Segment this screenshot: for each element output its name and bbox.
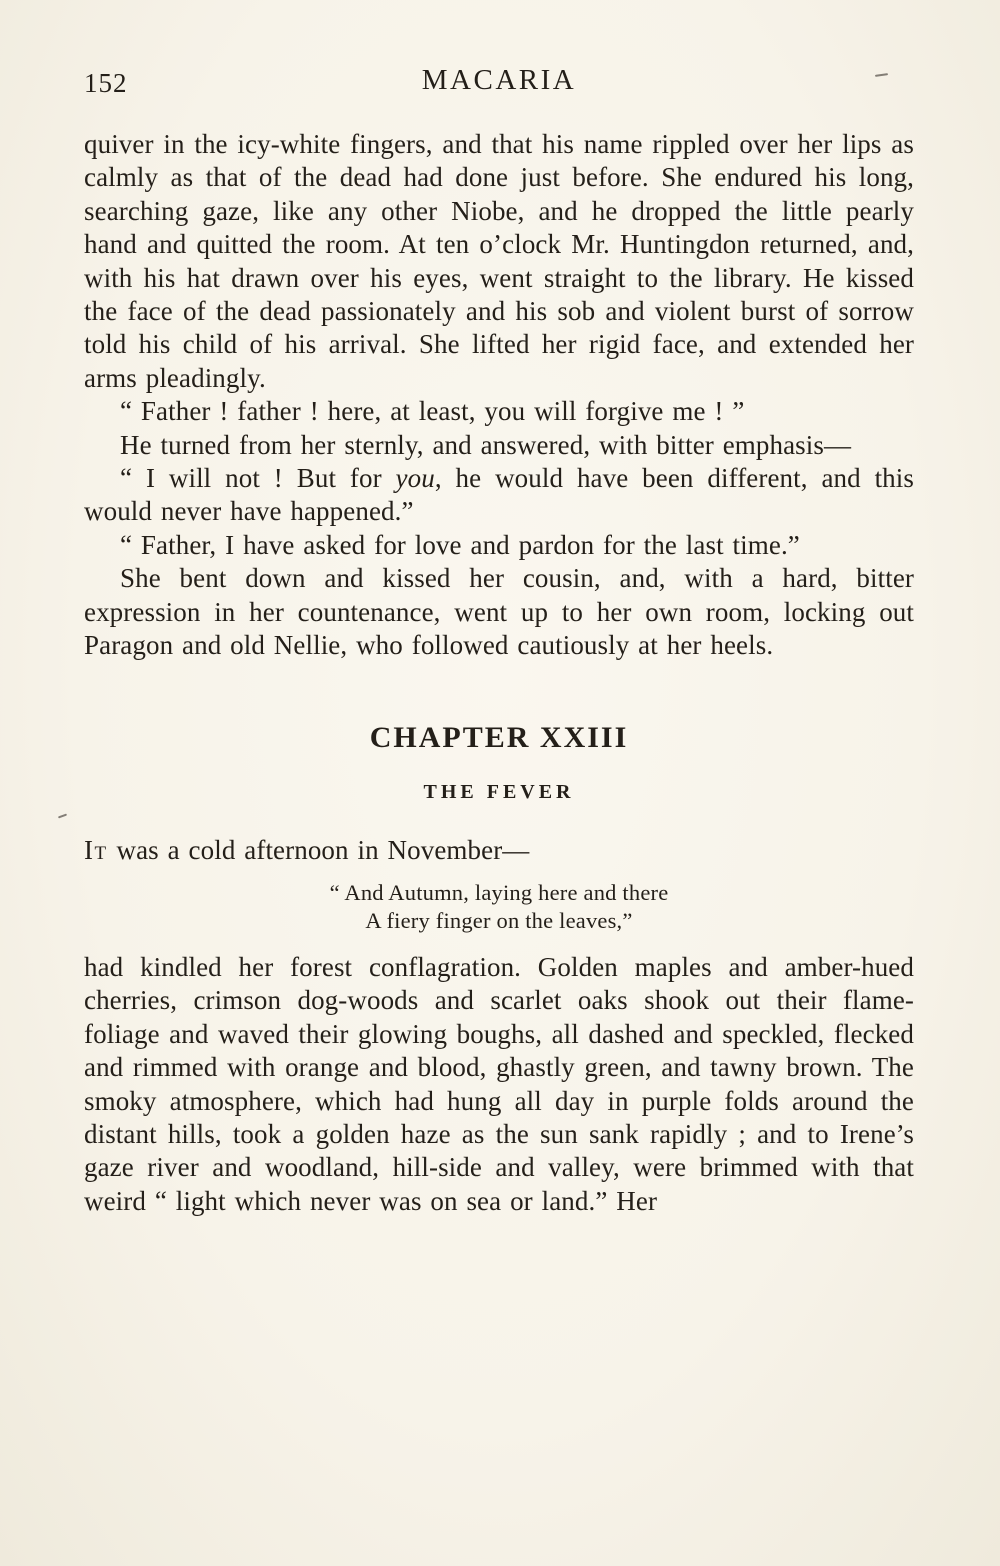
page-header bbox=[84, 64, 914, 106]
page-body bbox=[84, 128, 914, 1218]
emphasized-word: you bbox=[395, 463, 435, 494]
running-title: MACARIA bbox=[421, 64, 577, 96]
opening-rest-text: was a cold afternoon in November— bbox=[116, 834, 530, 865]
chapter-opening-line bbox=[84, 834, 914, 867]
scan-artifact-tick bbox=[58, 814, 67, 819]
paragraph-continuation: quiver in the icy-white fingers, and that his name rippled over her lips as calmly as that of the dead had done just before. She endured his long, searching gaze, like any other Niobe, and he dropped the little pearly hand and quitted the room. At ten o’clock Mr. Huntingdon returned, and, with his hat drawn over his eyes, went straight to the library. He kissed the face of the dead passionately and his sob and violent burst of sorrow told his child of his arrival. She lifted her rigid face, and extended her arms pleadingly. bbox=[84, 129, 914, 393]
chapter-subtitle: THE FEVER bbox=[423, 780, 575, 803]
paragraph-had-kindled: had kindled her forest conflagration. Golden maples and amber-hued cherries, crimson dog-woods and scarlet oaks shook out their flame-foliage and waved their glowing boughs, all dashed and speckled, flecked and rimmed with orange and blood, ghastly green, and tawny brown. The smoky atmosphere, which had hung all day in purple folds around the distant hills, took a golden haze as the sun sank rapidly ; and to Irene’s gaze river and woodland, hill-side and valley, were brimmed with that weird “ light which never was on sea or land.” Her bbox=[84, 951, 914, 1216]
paragraph-dialogue-father-forgive: “ Father ! father ! here, at least, you will forgive me ! ” bbox=[120, 396, 745, 427]
paragraph-she-bent: She bent down and kissed her cousin, and, with a hard, bitter expression in her countenance, went up to her own room, locking out Paragon and old Nellie, who followed cautiously at her heels. bbox=[84, 563, 914, 661]
chapter-title: CHAPTER XXIII bbox=[369, 720, 629, 754]
verse-line-2: A fiery finger on the leaves,” bbox=[365, 907, 633, 933]
page-number: 152 bbox=[84, 68, 128, 98]
opening-smallcaps-word: It bbox=[84, 834, 108, 865]
dialogue-text-pre: “ I will not ! But for bbox=[120, 463, 396, 494]
verse-quote bbox=[84, 879, 914, 935]
dialogue-text-post: , he would have been different, and this would never have happened.” bbox=[84, 463, 914, 527]
paragraph-dialogue-father-asked: “ Father, I have asked for love and pardon for the last time.” bbox=[120, 529, 800, 560]
verse-line-1: “ And Autumn, laying here and there bbox=[329, 879, 669, 905]
paragraph-he-turned: He turned from her sternly, and answered, with bitter emphasis— bbox=[120, 429, 852, 460]
paragraph-dialogue-i-will-not bbox=[84, 462, 914, 529]
